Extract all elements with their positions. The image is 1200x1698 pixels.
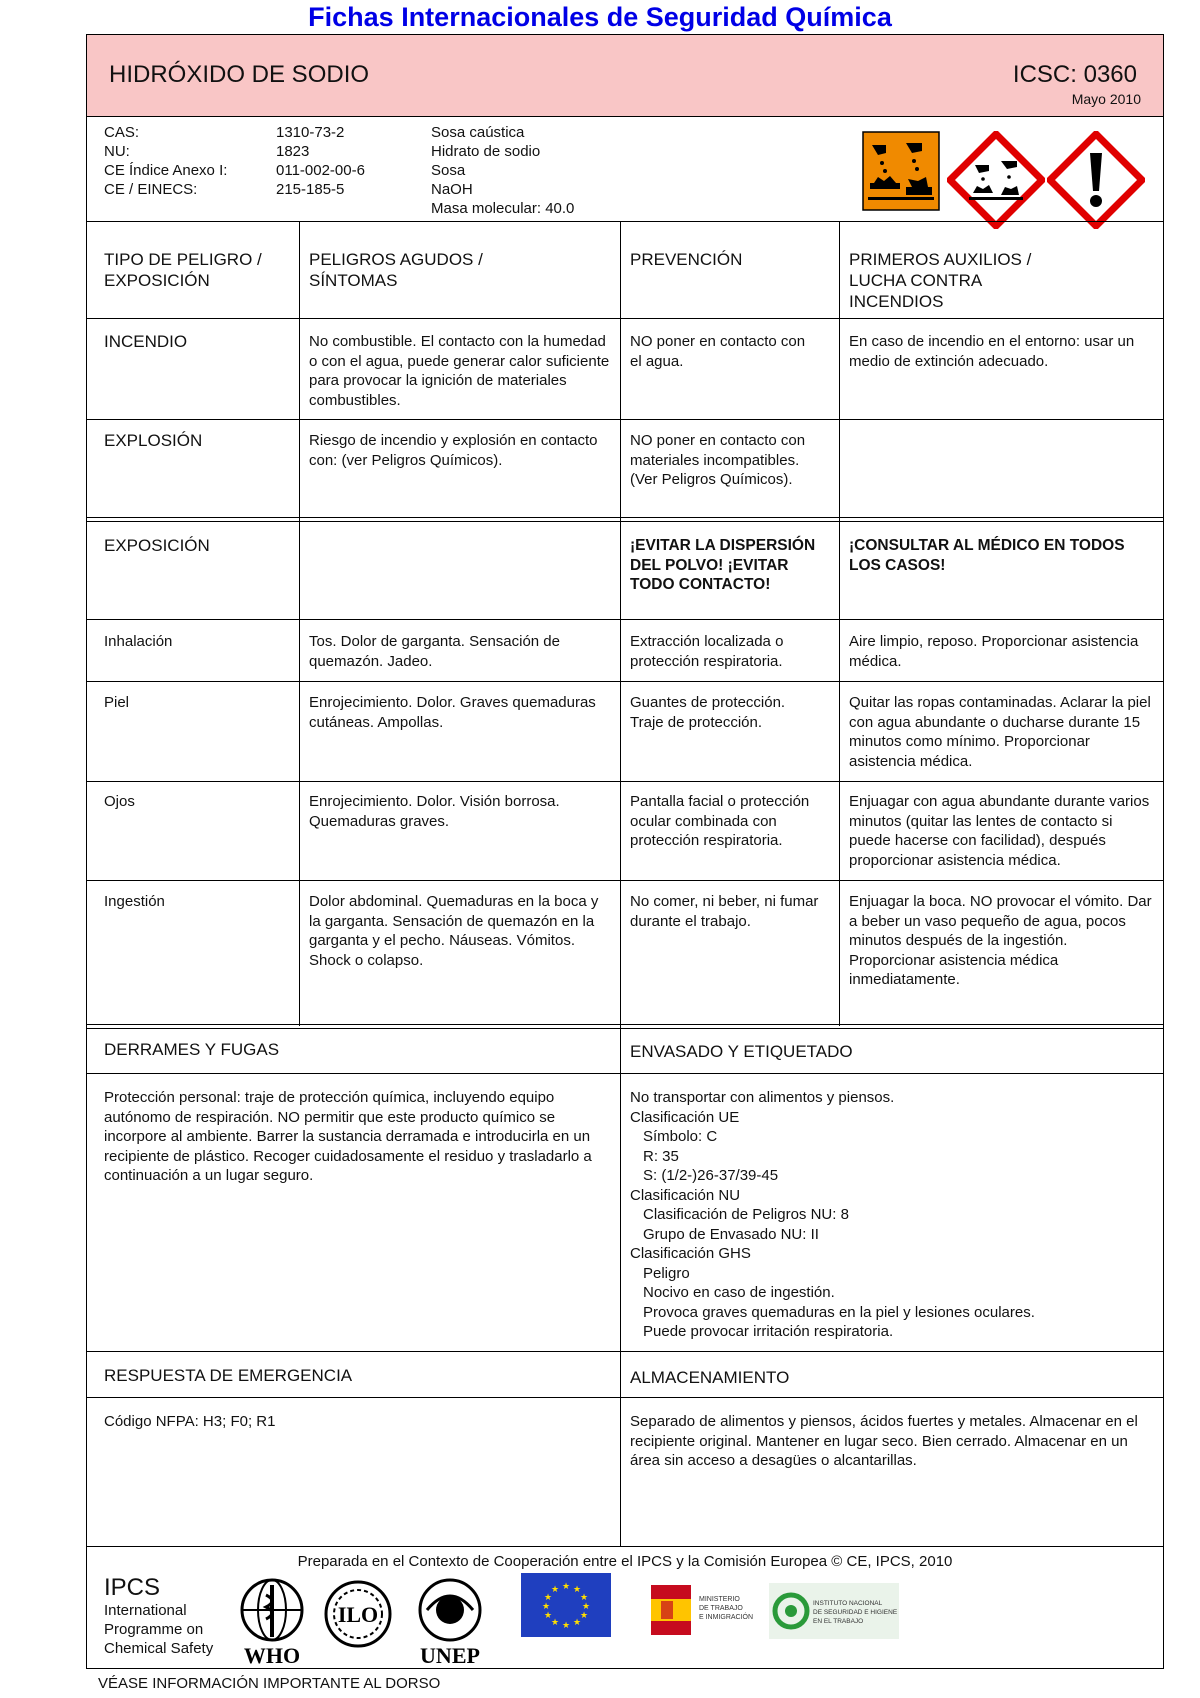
header-prevention: PREVENCIÓN bbox=[630, 250, 743, 269]
ingestion-hazard: Dolor abdominal. Quemaduras en la boca y la garganta. Sensación de quemazón en la garganta y el pecho. Náuseas. Vómitos. Shock o colapso. bbox=[309, 893, 599, 969]
ministry-logo bbox=[647, 1581, 767, 1641]
packaging-title: ENVASADO Y ETIQUETADO bbox=[630, 1042, 853, 1061]
identifier-labels bbox=[104, 123, 227, 199]
bottom-note: VÉASE INFORMACIÓN IMPORTANTE AL DORSO bbox=[98, 1675, 441, 1692]
einecs-label: CE / EINECS: bbox=[104, 181, 198, 198]
packaging-line: Símbolo: C bbox=[643, 1128, 718, 1145]
who-label: WHO bbox=[243, 1643, 301, 1667]
skin-hazard: Enrojecimiento. Dolor. Graves quemaduras cutáneas. Ampollas. bbox=[309, 694, 596, 731]
eyes-label: Ojos bbox=[104, 793, 135, 810]
svg-text:★: ★ bbox=[550, 1618, 560, 1628]
ghs-exclamation-icon bbox=[1047, 131, 1145, 229]
svg-text:★: ★ bbox=[543, 1593, 553, 1603]
ipcs-line: Programme on bbox=[104, 1621, 204, 1638]
packaging-line: Clasificación NU bbox=[630, 1186, 741, 1204]
synonym: NaOH bbox=[431, 181, 473, 198]
who-logo bbox=[232, 1577, 312, 1667]
synonym: Hidrato de sodio bbox=[431, 143, 541, 160]
header-hazard-type: TIPO DE PELIGRO / EXPOSICIÓN bbox=[104, 250, 262, 290]
spillage-title: DERRAMES Y FUGAS bbox=[104, 1040, 280, 1059]
packaging-line: Provoca graves quemaduras en la piel y lesiones oculares. bbox=[643, 1303, 1035, 1321]
ipcs-logo bbox=[104, 1575, 213, 1658]
ministry-line: E INMIGRACIÓN bbox=[699, 1614, 754, 1621]
packaging-line: Grupo de Envasado NU: II bbox=[643, 1225, 819, 1243]
eyes-first-aid: Enjuagar con agua abundante durante varios minutos (quitar las lentes de contacto si puede hacerse con facilidad), después proporcionar asistencia médica. bbox=[849, 793, 1150, 869]
svg-text:★: ★ bbox=[550, 1585, 560, 1595]
svg-text:★: ★ bbox=[581, 1602, 591, 1612]
packaging-line: Nocivo en caso de ingestión. bbox=[643, 1284, 835, 1301]
packaging-line: Clasificación de Peligros NU: 8 bbox=[643, 1206, 849, 1223]
inhalation-prevention: Extracción localizada o protección respiratoria. bbox=[630, 633, 784, 670]
packaging-text bbox=[630, 1088, 1155, 1342]
storage-title: ALMACENAMIENTO bbox=[630, 1368, 790, 1387]
document-title: Fichas Internacionales de Seguridad Química bbox=[308, 2, 892, 32]
synonyms bbox=[431, 123, 574, 218]
ec-index-label: CE Índice Anexo I: bbox=[104, 162, 228, 179]
ingestion-label: Ingestión bbox=[104, 893, 165, 910]
ilo-label: ILO bbox=[337, 1602, 379, 1627]
packaging-line: Puede provocar irritación respiratoria. bbox=[643, 1323, 894, 1340]
sheet-header bbox=[87, 35, 1163, 117]
exposure-prevention: ¡EVITAR LA DISPERSIÓN DEL POLVO! ¡EVITAR TODO CONTACTO! bbox=[630, 537, 816, 593]
ingestion-first-aid: Enjuagar la boca. NO provocar el vómito. Dar a beber un vaso pequeño de agua, pocos minutos después de la ingestión. Proporcionar asistencia médica inmediatamente. bbox=[849, 893, 1152, 988]
emergency-title: RESPUESTA DE EMERGENCIA bbox=[104, 1366, 353, 1385]
ipcs-title: IPCS bbox=[104, 1574, 161, 1601]
packaging-line: Clasificación GHS bbox=[630, 1245, 751, 1262]
eu-flag-logo bbox=[521, 1573, 611, 1637]
inhalation-hazard: Tos. Dolor de garganta. Sensación de quemazón. Jadeo. bbox=[309, 633, 560, 670]
institute-line: DE SEGURIDAD E HIGIENE bbox=[813, 1609, 898, 1616]
cooperation-note: Preparada en el Contexto de Cooperación entre el IPCS y la Comisión Europea © CE, IPCS, 2010 bbox=[297, 1553, 953, 1570]
data-sheet bbox=[86, 34, 1164, 1669]
svg-text:★: ★ bbox=[572, 1618, 582, 1628]
header-first-aid: PRIMEROS AUXILIOS / LUCHA CONTRA INCENDIOS bbox=[849, 250, 1032, 311]
explosion-label: EXPLOSIÓN bbox=[104, 431, 203, 450]
packaging-line: Peligro bbox=[643, 1264, 690, 1282]
un-label: NU: bbox=[104, 143, 130, 160]
fire-label: INCENDIO bbox=[104, 332, 188, 351]
cas-value: 1310-73-2 bbox=[276, 124, 345, 141]
svg-text:★: ★ bbox=[543, 1611, 553, 1621]
institute-line: INSTITUTO NACIONAL bbox=[813, 1600, 883, 1607]
svg-text:★: ★ bbox=[561, 1621, 571, 1631]
unep-logo bbox=[407, 1577, 493, 1667]
eyes-hazard: Enrojecimiento. Dolor. Visión borrosa. Quemaduras graves. bbox=[309, 793, 560, 830]
packaging-line: Clasificación UE bbox=[630, 1108, 740, 1126]
inhalation-label: Inhalación bbox=[104, 633, 173, 650]
fire-prevention: NO poner en contacto con el agua. bbox=[630, 333, 806, 370]
svg-text:★: ★ bbox=[561, 1582, 571, 1592]
chemical-name: HIDRÓXIDO DE SODIO bbox=[109, 61, 370, 88]
packaging-line: S: (1/2-)26-37/39-45 bbox=[643, 1167, 779, 1184]
ipcs-line: Chemical Safety bbox=[104, 1640, 214, 1657]
storage-text: Separado de alimentos y piensos, ácidos fuertes y metales. Almacenar en el recipiente original. Mantener en lugar seco. Bien cerrado. Almacenar en un área sin acceso a desagües o alcantarillas. bbox=[630, 1413, 1138, 1469]
sheet-date: Mayo 2010 bbox=[1071, 91, 1141, 107]
svg-text:★: ★ bbox=[541, 1602, 551, 1612]
corrosion-icon bbox=[862, 131, 940, 211]
un-value: 1823 bbox=[276, 143, 310, 160]
skin-prevention: Guantes de protección. Traje de protección. bbox=[630, 694, 786, 731]
einecs-value: 215-185-5 bbox=[276, 181, 345, 198]
exposure-first-aid: ¡CONSULTAR AL MÉDICO EN TODOS LOS CASOS! bbox=[849, 537, 1125, 574]
inhalation-first-aid: Aire limpio, reposo. Proporcionar asistencia médica. bbox=[849, 633, 1139, 670]
ingestion-prevention: No comer, ni beber, ni fumar durante el trabajo. bbox=[630, 893, 819, 930]
molecular-mass: Masa molecular: 40.0 bbox=[431, 200, 575, 217]
synonym: Sosa caústica bbox=[431, 124, 525, 141]
explosion-hazard: Riesgo de incendio y explosión en contacto con: (ver Peligros Químicos). bbox=[309, 432, 598, 469]
institute-line: EN EL TRABAJO bbox=[813, 1618, 864, 1625]
cas-label: CAS: bbox=[104, 124, 140, 141]
skin-first-aid: Quitar las ropas contaminadas. Aclarar la piel con agua abundante o ducharse durante 15 minutos como mínimo. Proporcionar asistencia médica. bbox=[849, 694, 1151, 770]
spillage-text: Protección personal: traje de protección química, incluyendo equipo autónomo de respiración. NO permitir que este producto químico se incorpore al ambiente. Barrer la sustancia derramada e introducirla en un recipiente de plástico. Recoger cuidadosamente el residuo y trasladarlo a continuación a un lugar seguro. bbox=[104, 1089, 592, 1184]
synonym: Sosa bbox=[431, 162, 466, 179]
svg-text:★: ★ bbox=[579, 1593, 589, 1603]
ministry-line: DE TRABAJO bbox=[699, 1605, 743, 1612]
insht-logo bbox=[769, 1583, 899, 1639]
icsc-number: ICSC: 0360 bbox=[1012, 61, 1137, 88]
ilo-logo bbox=[323, 1579, 393, 1649]
ec-index-value: 011-002-00-6 bbox=[276, 162, 365, 179]
identifier-values bbox=[276, 123, 365, 199]
svg-text:★: ★ bbox=[572, 1585, 582, 1595]
fire-hazard: No combustible. El contacto con la humedad o con el agua, puede generar calor suficiente para provocar la ignición de materiales combustibles. bbox=[309, 333, 610, 409]
explosion-prevention: NO poner en contacto con materiales incompatibles. (Ver Peligros Químicos). bbox=[630, 432, 806, 488]
svg-text:★: ★ bbox=[579, 1611, 589, 1621]
unep-label: UNEP bbox=[420, 1643, 480, 1667]
header-acute-hazards: PELIGROS AGUDOS / SÍNTOMAS bbox=[309, 250, 483, 290]
exposure-label: EXPOSICIÓN bbox=[104, 536, 210, 555]
fire-first-aid: En caso de incendio en el entorno: usar un medio de extinción adecuado. bbox=[849, 333, 1135, 370]
ministry-line: MINISTERIO bbox=[699, 1596, 740, 1603]
emergency-text: Código NFPA: H3; F0; R1 bbox=[104, 1413, 276, 1430]
packaging-line: No transportar con alimentos y piensos. bbox=[630, 1089, 895, 1106]
skin-label: Piel bbox=[104, 694, 130, 711]
ipcs-line: International bbox=[104, 1602, 187, 1619]
packaging-line: R: 35 bbox=[643, 1147, 679, 1165]
ghs-corrosion-icon bbox=[947, 131, 1045, 229]
eyes-prevention: Pantalla facial o protección ocular combinada con protección respiratoria. bbox=[630, 793, 810, 849]
